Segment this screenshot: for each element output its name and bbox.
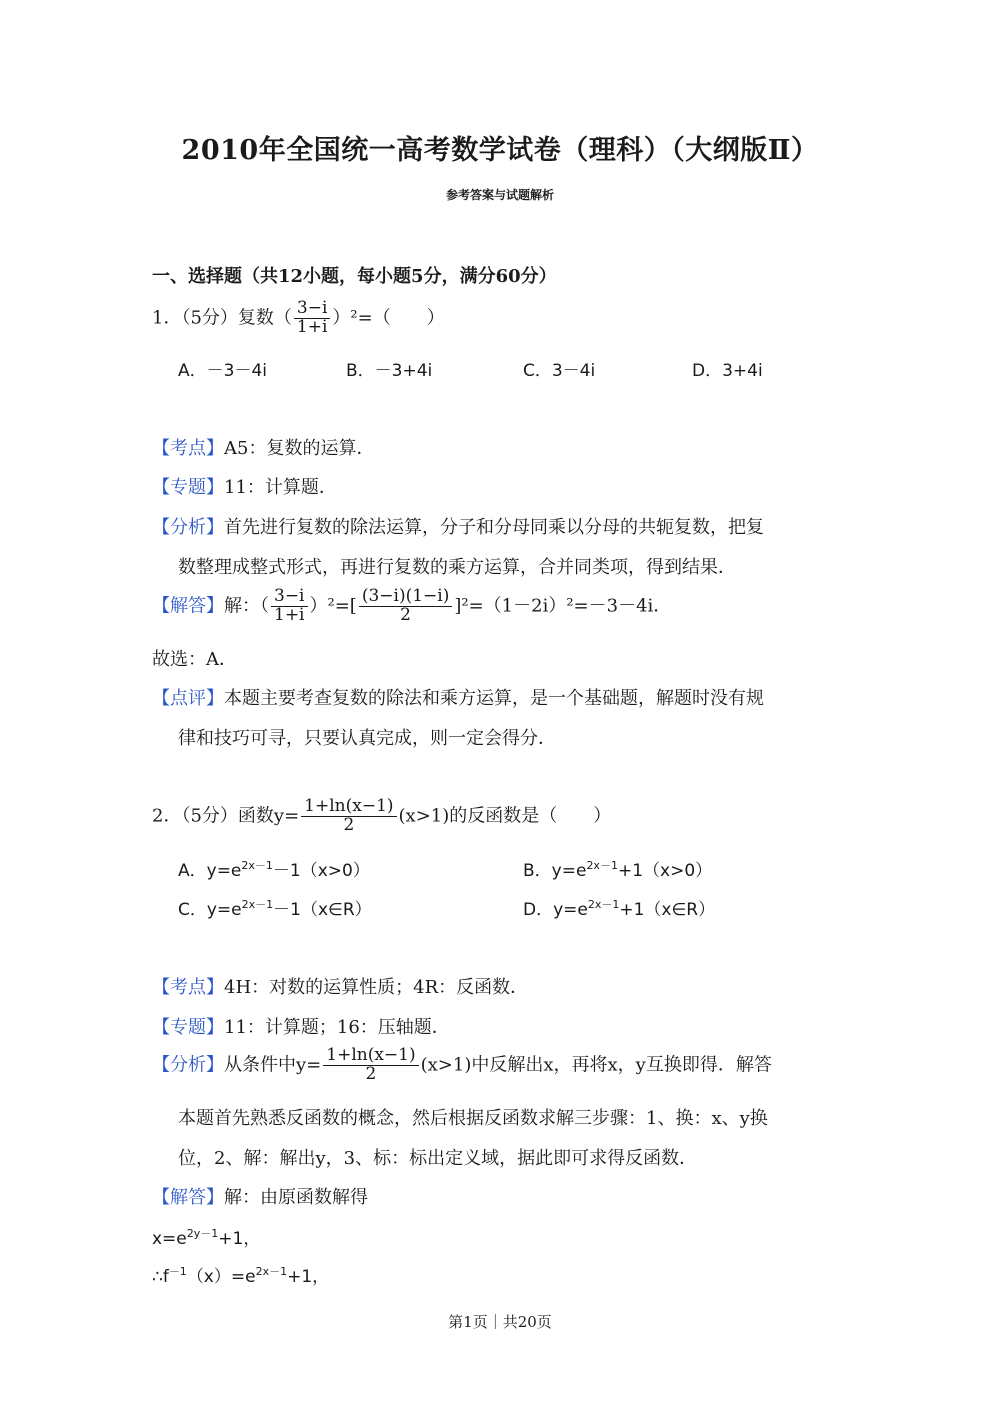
section-heading: 一、选择题（共12小题，每小题5分，满分60分） xyxy=(152,266,557,287)
q1-option-c: C．3－4i xyxy=(523,361,596,381)
fenxi-suffix: 中反解出x，再将x，y互换即得．解答 xyxy=(471,1054,772,1076)
option-text-tail: +1（x∈R） xyxy=(619,900,716,920)
question-2-suffix: 的反函数是（ ） xyxy=(449,805,612,827)
q1-option-a: A．－3－4i xyxy=(178,361,267,381)
q1-fenxi xyxy=(152,513,764,539)
jieda-fraction-2 xyxy=(359,588,453,625)
option-exponent: 2x－1 xyxy=(587,898,620,911)
q1-zhuanti xyxy=(152,473,337,499)
option-exponent: 2x－1 xyxy=(241,859,273,872)
q1-dianping xyxy=(152,684,764,710)
formula-exponent: 2y－1 xyxy=(186,1227,219,1240)
fraction-numerator: 3−i xyxy=(294,300,331,319)
q2-jieda xyxy=(152,1183,368,1209)
jieda-mid: ）²=[ xyxy=(309,595,357,617)
option-text-tail: －1（x∈R） xyxy=(273,900,372,920)
jieda-text: 解：由原函数解得 xyxy=(224,1187,368,1208)
zhuanti-text: 11：计算题． xyxy=(224,477,337,498)
question-1-fraction xyxy=(294,300,331,337)
formula-text: ∴f xyxy=(152,1267,169,1287)
option-exponent: 2x－1 xyxy=(586,859,618,872)
formula-exponent: －1 xyxy=(168,1265,187,1278)
q1-dianping-cont: 律和技巧可寻，只要认真完成，则一定会得分． xyxy=(178,728,556,749)
fraction-denominator: 2 xyxy=(365,1063,377,1084)
question-1 xyxy=(152,300,445,337)
jieda-prefix: 解：（ xyxy=(224,595,269,617)
q1-option-d: D．3+4i xyxy=(692,361,763,381)
formula-text-tail: +1， xyxy=(218,1229,261,1249)
question-1-prefix: 1．（5分）复数（ xyxy=(152,307,292,329)
jieda-fraction-1 xyxy=(271,588,308,625)
option-text: A．y=e xyxy=(178,861,242,881)
question-2-prefix: 2．（5分）函数 xyxy=(152,805,274,827)
fraction-denominator: 1+i xyxy=(296,316,328,337)
q1-jieda xyxy=(152,588,671,625)
q2-kaodian xyxy=(152,973,528,999)
q1-kaodian xyxy=(152,434,374,460)
fenxi-condition: (x>1) xyxy=(420,1054,472,1076)
dianping-tag: 【点评】 xyxy=(152,688,224,709)
fenxi-yeq: y= xyxy=(296,1054,322,1076)
zhuanti-text: 11：计算题；16：压轴题． xyxy=(224,1017,450,1038)
fraction-denominator: 2 xyxy=(400,604,411,625)
page-title: 2010年全国统一高考数学试卷（理科）（大纲版Ⅱ） xyxy=(181,135,819,166)
q2-option-a xyxy=(178,856,370,881)
q1-option-b: B．－3+4i xyxy=(346,361,433,381)
option-text: B．y=e xyxy=(523,861,587,881)
question-1-suffix: ）²=（ ） xyxy=(332,307,445,329)
q2-option-b xyxy=(523,856,712,881)
fenxi-fraction xyxy=(323,1047,418,1084)
fraction-numerator: (3−i)(1−i) xyxy=(359,588,453,607)
q1-guxuan: 故选：A． xyxy=(152,649,237,670)
jieda-tag: 【解答】 xyxy=(152,1187,224,1208)
page-subtitle: 参考答案与试题解析 xyxy=(445,188,554,202)
q1-fenxi-cont: 数整理成整式形式，再进行复数的乘方运算，合并同类项，得到结果． xyxy=(178,557,736,578)
kaodian-tag: 【考点】 xyxy=(152,977,224,998)
q2-jieda-line-1 xyxy=(152,1224,260,1249)
question-2-fraction xyxy=(301,798,396,835)
formula-exponent: 2x－1 xyxy=(255,1265,288,1278)
formula-text-tail: +1， xyxy=(287,1267,330,1287)
zhuanti-tag: 【专题】 xyxy=(152,1017,224,1038)
zhuanti-tag: 【专题】 xyxy=(152,477,224,498)
formula-text-mid: （x）=e xyxy=(186,1267,256,1287)
fenxi-prefix: 从条件中 xyxy=(224,1054,296,1076)
q2-jieda-line-2 xyxy=(152,1262,329,1287)
question-2-condition: (x>1) xyxy=(398,805,450,827)
fraction-numerator: 1+ln(x−1) xyxy=(301,798,396,817)
option-text-tail: +1（x>0） xyxy=(617,861,713,881)
fraction-numerator: 3−i xyxy=(271,588,308,607)
option-text: C．y=e xyxy=(178,900,242,920)
jieda-suffix: ]²=（1－2i）²=－3－4i． xyxy=(454,595,672,617)
fenxi-tag: 【分析】 xyxy=(152,1054,224,1076)
fraction-denominator: 2 xyxy=(343,814,355,835)
fenxi-text: 首先进行复数的除法运算，分子和分母同乘以分母的共轭复数，把复 xyxy=(224,517,764,538)
question-2-yeq: y= xyxy=(273,805,300,827)
q2-option-c xyxy=(178,895,372,920)
fraction-denominator: 1+i xyxy=(274,604,305,625)
option-exponent: 2x－1 xyxy=(241,898,274,911)
option-text: D．y=e xyxy=(523,900,588,920)
q2-fenxi-cont-1: 本题首先熟悉反函数的概念，然后根据反函数求解三步骤：1、换：x、y换 xyxy=(178,1108,768,1129)
kaodian-text: A5：复数的运算． xyxy=(224,438,375,459)
page-footer: 第1页｜共20页 xyxy=(448,1313,552,1331)
fraction-numerator: 1+ln(x−1) xyxy=(323,1047,418,1066)
q2-fenxi-cont-2: 位，2、解：解出y，3、标：标出定义域，据此即可求得反函数． xyxy=(178,1148,698,1169)
jieda-tag: 【解答】 xyxy=(152,595,224,617)
dianping-text: 本题主要考查复数的除法和乘方运算，是一个基础题，解题时没有规 xyxy=(224,688,764,709)
kaodian-text: 4H：对数的运算性质；4R：反函数． xyxy=(224,977,529,998)
q2-option-d xyxy=(523,895,715,920)
fenxi-tag: 【分析】 xyxy=(152,517,224,538)
formula-text: x=e xyxy=(152,1229,187,1249)
q2-zhuanti xyxy=(152,1013,450,1039)
option-text-tail: －1（x>0） xyxy=(272,861,370,881)
q2-fenxi xyxy=(152,1047,772,1084)
question-2 xyxy=(152,798,611,835)
kaodian-tag: 【考点】 xyxy=(152,438,224,459)
